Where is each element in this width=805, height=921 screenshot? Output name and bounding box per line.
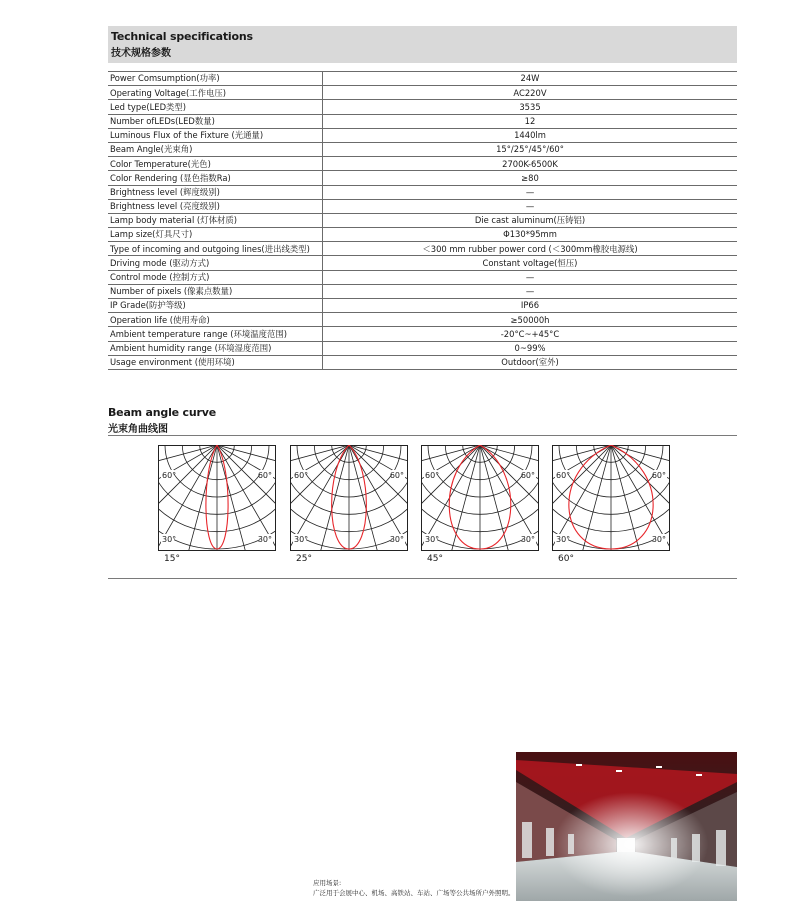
spec-row — [108, 228, 737, 242]
spec-row — [108, 355, 737, 369]
spec-label: IP Grade(防护等级) — [108, 299, 323, 313]
spec-label: Brightness level (辉度级别) — [108, 185, 323, 199]
spec-label: Lamp size(灯具尺寸) — [108, 228, 323, 242]
spec-label: Driving mode (驱动方式) — [108, 256, 323, 270]
beam-axis-label: 30° — [294, 535, 309, 544]
spec-row — [108, 157, 737, 171]
spec-row — [108, 213, 737, 227]
spec-label: Operating Voltage(工作电压) — [108, 86, 323, 100]
spec-value: IP66 — [323, 299, 738, 313]
spec-label: Power Comsumption(功率) — [108, 72, 323, 86]
beam-axis-label: 30° — [162, 535, 177, 544]
spec-label: Operation life (使用寿命) — [108, 313, 323, 327]
spec-label: Brightness level (亮度级别) — [108, 199, 323, 213]
beam-axis-label: 30° — [425, 535, 440, 544]
beam-axis-label: 30° — [520, 535, 535, 544]
spec-value: — — [323, 185, 738, 199]
spec-label: Color Rendering (显色指数Ra) — [108, 171, 323, 185]
spec-label: Ambient humidity range (环境湿度范围) — [108, 341, 323, 355]
beam-axis-label: 60° — [425, 471, 440, 480]
beam-angle-label: 15° — [164, 554, 180, 564]
spec-label: Number of pixels (像素点数量) — [108, 284, 323, 298]
spec-label: Beam Angle(光束角) — [108, 142, 323, 156]
spec-label: Luminous Flux of the Fixture (光通量) — [108, 128, 323, 142]
spec-value: Outdoor(室外) — [323, 355, 738, 369]
spec-row — [108, 114, 737, 128]
beam-title-en: Beam angle curve — [108, 406, 216, 419]
spec-label: Usage environment (使用环境) — [108, 355, 323, 369]
spec-label: Led type(LED类型) — [108, 100, 323, 114]
beam-title-cn: 光束角曲线图 — [108, 424, 168, 435]
spec-row — [108, 284, 737, 298]
spec-value: ＜300 mm rubber power cord (＜300mm橡胶电源线) — [323, 242, 738, 256]
application-note — [313, 879, 515, 899]
beam-angle-label: 45° — [427, 554, 443, 564]
beam-diagram-1 — [158, 445, 276, 551]
spec-label: Ambient temperature range (环境温度范围) — [108, 327, 323, 341]
beam-diagram-4 — [552, 445, 670, 551]
spec-value: ≥80 — [323, 171, 738, 185]
spec-row — [108, 341, 737, 355]
spec-value: — — [323, 270, 738, 284]
spec-table — [108, 71, 737, 370]
application-text: 广泛用于会展中心、机场、高铁站、车站、广场等公共场所户外照明。 — [313, 888, 515, 897]
beam-axis-label: 30° — [257, 535, 272, 544]
spec-row — [108, 142, 737, 156]
spec-value: Die cast aluminum(压铸铝) — [323, 213, 738, 227]
spec-value: 15°/25°/45°/60° — [323, 142, 738, 156]
spec-row — [108, 72, 737, 86]
spec-value: AC220V — [323, 86, 738, 100]
spec-value: 24W — [323, 72, 738, 86]
beam-axis-label: 60° — [556, 471, 571, 480]
application-title: 应用场景: — [313, 879, 342, 887]
beam-axis-label: 30° — [651, 535, 666, 544]
spec-row — [108, 242, 737, 256]
spec-title-en: Technical specifications — [111, 30, 253, 43]
spec-value: — — [323, 199, 738, 213]
beam-bottom-rule — [108, 578, 737, 579]
spec-value: — — [323, 284, 738, 298]
spec-row — [108, 270, 737, 284]
beam-axis-label: 30° — [389, 535, 404, 544]
spec-label: Color Temperature(光色) — [108, 157, 323, 171]
spec-label: Control mode (控制方式) — [108, 270, 323, 284]
spec-value: Constant voltage(恒压) — [323, 256, 738, 270]
beam-section-title — [108, 406, 216, 435]
beam-axis-label: 60° — [257, 471, 272, 480]
spec-row — [108, 199, 737, 213]
beam-axis-label: 60° — [389, 471, 404, 480]
beam-axis-label: 60° — [162, 471, 177, 480]
spec-value: 1440lm — [323, 128, 738, 142]
spec-header-band — [108, 26, 737, 63]
spec-label: Lamp body material (灯体材质) — [108, 213, 323, 227]
beam-axis-label: 60° — [651, 471, 666, 480]
beam-axis-label: 60° — [294, 471, 309, 480]
beam-diagram-3 — [421, 445, 539, 551]
spec-row — [108, 299, 737, 313]
spec-row — [108, 313, 737, 327]
spec-row — [108, 256, 737, 270]
spec-value: Φ130*95mm — [323, 228, 738, 242]
beam-axis-label: 60° — [520, 471, 535, 480]
spec-row — [108, 128, 737, 142]
spec-value: ≥50000h — [323, 313, 738, 327]
beam-diagram-2 — [290, 445, 408, 551]
beam-top-rule — [108, 435, 737, 436]
spec-label: Number ofLEDs(LED数量) — [108, 114, 323, 128]
spec-row — [108, 185, 737, 199]
spec-row — [108, 327, 737, 341]
spec-value: 0~99% — [323, 341, 738, 355]
beam-angle-label: 25° — [296, 554, 312, 564]
spec-value: 3535 — [323, 100, 738, 114]
spec-row — [108, 86, 737, 100]
spec-value: 12 — [323, 114, 738, 128]
application-photo — [516, 752, 737, 901]
beam-angle-label: 60° — [558, 554, 574, 564]
spec-value: 2700K-6500K — [323, 157, 738, 171]
spec-row — [108, 171, 737, 185]
beam-axis-label: 30° — [556, 535, 571, 544]
spec-row — [108, 100, 737, 114]
spec-value: -20°C~+45°C — [323, 327, 738, 341]
spec-label: Type of incoming and outgoing lines(进出线类型) — [108, 242, 323, 256]
spec-title-cn: 技术规格参数 — [111, 48, 171, 59]
